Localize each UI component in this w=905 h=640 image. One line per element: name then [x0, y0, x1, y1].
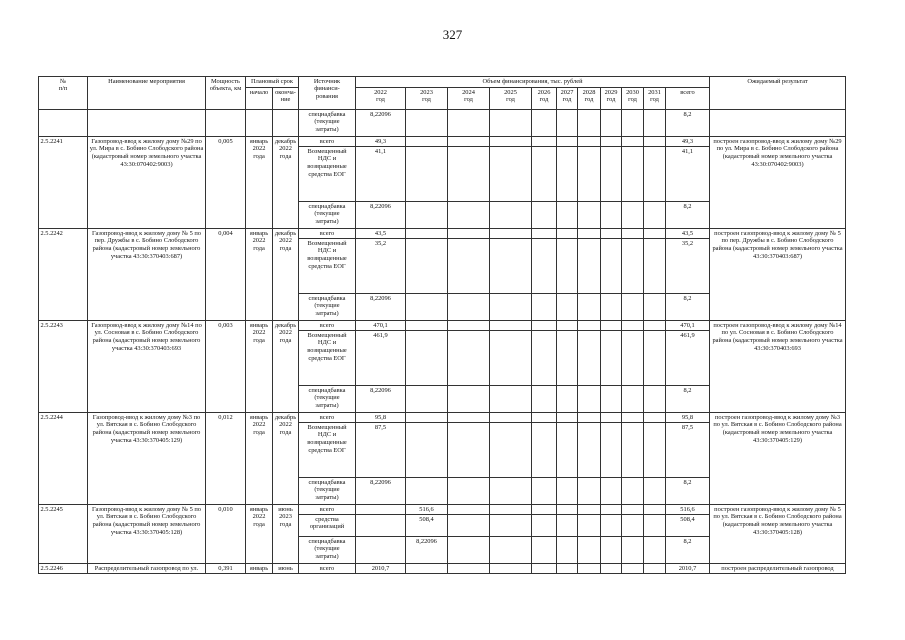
value-cell — [406, 564, 448, 574]
cell — [273, 110, 299, 137]
total-cell: 41,1 — [666, 147, 710, 202]
value-cell — [601, 478, 622, 505]
value-cell — [490, 423, 532, 478]
source-cell: всего — [299, 321, 356, 331]
value-cell — [448, 294, 490, 321]
value-cell — [578, 147, 601, 202]
total-cell: 516,6 — [666, 505, 710, 515]
total-cell: 8,2 — [666, 478, 710, 505]
value-cell — [557, 564, 578, 574]
value-cell — [622, 515, 644, 537]
value-cell — [601, 331, 622, 386]
value-cell — [622, 478, 644, 505]
table-row — [39, 505, 846, 515]
value-cell — [532, 515, 557, 537]
value-cell — [601, 137, 622, 147]
item-end: декабрь 2022 года — [273, 229, 299, 321]
value-cell — [644, 137, 666, 147]
item-name: Газопровод-ввод к жилому дому № 5 по ул. Вятская в с. Бобино Слободского района (кадастровый номер земельного участка 43:30:370405:128) — [88, 505, 206, 564]
value-cell — [601, 515, 622, 537]
source-cell: спецнадбавка (текущие затраты) — [299, 294, 356, 321]
value-cell — [490, 505, 532, 515]
source-cell: спецнадбавка (текущие затраты) — [299, 202, 356, 229]
value-cell — [406, 321, 448, 331]
value-cell — [490, 413, 532, 423]
item-result: построен газопровод-ввод к жилому дому №29 по ул. Мира в с. Бобино Слободского района (кадастровый номер земельного участка 43:30:070402:9003) — [710, 137, 846, 229]
header-year: 2029 год — [601, 88, 622, 110]
header-year: 2026 год — [532, 88, 557, 110]
value-cell: 8,22096 — [406, 537, 448, 564]
value-cell — [490, 515, 532, 537]
value-cell — [644, 537, 666, 564]
value-cell — [557, 331, 578, 386]
value-cell — [448, 110, 490, 137]
value-cell — [356, 515, 406, 537]
value-cell — [578, 229, 601, 239]
value-cell — [622, 110, 644, 137]
value-cell — [448, 515, 490, 537]
value-cell — [448, 478, 490, 505]
value-cell — [578, 202, 601, 229]
item-capacity: 0,391 — [206, 564, 246, 574]
source-cell: Возмещенный НДС и возвращенные средства ЕОГ — [299, 423, 356, 478]
table-row — [39, 229, 846, 239]
value-cell — [490, 331, 532, 386]
cell — [246, 110, 273, 137]
value-cell — [578, 110, 601, 137]
value-cell — [578, 386, 601, 413]
header-year: 2027 год — [557, 88, 578, 110]
value-cell — [601, 294, 622, 321]
value-cell — [557, 413, 578, 423]
value-cell — [490, 564, 532, 574]
value-cell — [644, 505, 666, 515]
value-cell — [557, 110, 578, 137]
total-cell: 8,2 — [666, 294, 710, 321]
total-cell: 95,8 — [666, 413, 710, 423]
value-cell — [490, 321, 532, 331]
item-result: построен газопровод-ввод к жилому дому №14 по ул. Сосновая в с. Бобино Слободского района (кадастровый номер земельного участка 43:30:370403:693 — [710, 321, 846, 413]
value-cell — [578, 137, 601, 147]
header-year: 2023 год — [406, 88, 448, 110]
value-cell — [557, 229, 578, 239]
item-name: Газопровод-ввод к жилому дому № 5 по пер. Дружбы в с. Бобино Слободского района (кадастровый номер земельного участка 43:30:370403:687) — [88, 229, 206, 321]
table-row — [39, 413, 846, 423]
value-cell — [532, 137, 557, 147]
header-year: 2028 год — [578, 88, 601, 110]
value-cell: 8,22096 — [356, 294, 406, 321]
item-number: 2.5.2241 — [39, 137, 88, 229]
value-cell — [532, 147, 557, 202]
value-cell — [578, 564, 601, 574]
total-cell: 43,5 — [666, 229, 710, 239]
item-capacity: 0,005 — [206, 137, 246, 229]
value-cell — [622, 413, 644, 423]
value-cell — [622, 386, 644, 413]
cell — [206, 110, 246, 137]
value-cell: 508,4 — [406, 515, 448, 537]
item-capacity: 0,004 — [206, 229, 246, 321]
header-capacity: Мощность объекта, км — [206, 77, 246, 110]
value-cell: 516,6 — [406, 505, 448, 515]
value-cell — [578, 413, 601, 423]
item-end: декабрь 2022 года — [273, 321, 299, 413]
header-num: № п/п — [39, 77, 88, 110]
value-cell — [644, 147, 666, 202]
value-cell — [490, 147, 532, 202]
value-cell — [532, 478, 557, 505]
cell — [710, 110, 846, 137]
value-cell — [644, 478, 666, 505]
value-cell — [406, 386, 448, 413]
item-number: 2.5.2242 — [39, 229, 88, 321]
source-cell: Возмещенный НДС и возвращенные средства ЕОГ — [299, 331, 356, 386]
value-cell — [448, 147, 490, 202]
value-cell — [601, 147, 622, 202]
value-cell — [578, 239, 601, 294]
value-cell — [532, 413, 557, 423]
value-cell — [448, 505, 490, 515]
value-cell — [601, 239, 622, 294]
value-cell — [644, 423, 666, 478]
value-cell — [532, 229, 557, 239]
value-cell — [490, 239, 532, 294]
value-cell: 8,22096 — [356, 386, 406, 413]
source-cell: спецнадбавка (текущие затраты) — [299, 537, 356, 564]
source-cell: всего — [299, 229, 356, 239]
value-cell — [406, 294, 448, 321]
value-cell — [532, 294, 557, 321]
value-cell — [578, 321, 601, 331]
value-cell — [557, 202, 578, 229]
value-cell — [644, 386, 666, 413]
value-cell — [644, 294, 666, 321]
value-cell: 43,5 — [356, 229, 406, 239]
value-cell — [448, 537, 490, 564]
header-year: 2025 год — [490, 88, 532, 110]
value-cell — [532, 505, 557, 515]
item-start: январь 2022 года — [246, 413, 273, 505]
item-name: Распределительный газопровод по ул. — [88, 564, 206, 574]
value-cell — [490, 478, 532, 505]
item-number: 2.5.2244 — [39, 413, 88, 505]
value-cell — [644, 202, 666, 229]
item-end: декабрь 2022 года — [273, 413, 299, 505]
value-cell — [406, 202, 448, 229]
item-name: Газопровод-ввод к жилому дому №29 по ул. Мира в с. Бобино Слободского района (кадастровый номер земельного участка 43:30:070402:9003) — [88, 137, 206, 229]
value-cell — [601, 110, 622, 137]
value-cell: 2010,7 — [356, 564, 406, 574]
value-cell — [644, 413, 666, 423]
source-cell: Возмещенный НДС и возвращенные средства ЕОГ — [299, 147, 356, 202]
value-cell — [622, 331, 644, 386]
total-cell: 49,3 — [666, 137, 710, 147]
value-cell — [532, 386, 557, 413]
value-cell — [356, 537, 406, 564]
item-number: 2.5.2245 — [39, 505, 88, 564]
value-cell — [601, 413, 622, 423]
total-cell: 461,9 — [666, 331, 710, 386]
value-cell — [622, 147, 644, 202]
total-cell: 8,2 — [666, 386, 710, 413]
item-capacity: 0,003 — [206, 321, 246, 413]
value-cell: 35,2 — [356, 239, 406, 294]
value-cell — [557, 137, 578, 147]
source-cell: всего — [299, 505, 356, 515]
item-end: июнь — [273, 564, 299, 574]
value-cell — [601, 423, 622, 478]
value-cell — [448, 386, 490, 413]
header-source: Источник финанси- рования — [299, 77, 356, 110]
value-cell: 8,22096 — [356, 202, 406, 229]
value-cell — [490, 386, 532, 413]
value-cell — [490, 202, 532, 229]
value-cell — [406, 478, 448, 505]
item-name: Газопровод-ввод к жилому дому №3 по ул. Вятская в с. Бобино Слободского района (кадастровый номер земельного участка 43:30:370405:129) — [88, 413, 206, 505]
financing-table — [38, 76, 846, 574]
value-cell — [490, 229, 532, 239]
value-cell: 8,22096 — [356, 110, 406, 137]
item-result: построен распределительный газопровод — [710, 564, 846, 574]
value-cell — [448, 137, 490, 147]
value-cell — [557, 386, 578, 413]
value-cell — [601, 537, 622, 564]
table-row — [39, 321, 846, 331]
value-cell: 49,3 — [356, 137, 406, 147]
value-cell — [601, 229, 622, 239]
value-cell — [406, 147, 448, 202]
source-cell: Возмещенный НДС и возвращенные средства ЕОГ — [299, 239, 356, 294]
total-cell: 8,2 — [666, 110, 710, 137]
carry-row — [39, 110, 846, 137]
value-cell — [622, 294, 644, 321]
value-cell — [622, 423, 644, 478]
value-cell — [448, 239, 490, 294]
item-end: декабрь 2022 года — [273, 137, 299, 229]
value-cell — [601, 202, 622, 229]
total-cell: 2010,7 — [666, 564, 710, 574]
value-cell — [557, 147, 578, 202]
item-start: январь 2022 года — [246, 137, 273, 229]
value-cell: 95,8 — [356, 413, 406, 423]
value-cell — [532, 423, 557, 478]
cell — [88, 110, 206, 137]
header-period: Плановый срок — [246, 77, 299, 88]
header-year: 2024 год — [448, 88, 490, 110]
table-row — [39, 137, 846, 147]
value-cell — [578, 294, 601, 321]
item-name: Газопровод-ввод к жилому дому №14 по ул. Сосновая в с. Бобино Слободского района (кадастровый номер земельного участка 43:30:370403:693 — [88, 321, 206, 413]
value-cell — [644, 110, 666, 137]
value-cell — [578, 537, 601, 564]
value-cell — [448, 229, 490, 239]
total-cell: 35,2 — [666, 239, 710, 294]
value-cell — [532, 239, 557, 294]
value-cell: 461,9 — [356, 331, 406, 386]
value-cell — [622, 239, 644, 294]
value-cell — [532, 110, 557, 137]
value-cell — [622, 505, 644, 515]
value-cell — [601, 321, 622, 331]
value-cell — [490, 537, 532, 564]
value-cell — [601, 505, 622, 515]
source-cell: спецнадбавка (текущие затраты) — [299, 110, 356, 137]
item-number: 2.5.2243 — [39, 321, 88, 413]
total-cell: 8,2 — [666, 537, 710, 564]
value-cell — [448, 321, 490, 331]
header-row — [39, 77, 846, 88]
header-year: 2031 год — [644, 88, 666, 110]
value-cell — [448, 202, 490, 229]
value-cell — [578, 423, 601, 478]
source-cell: всего — [299, 413, 356, 423]
value-cell — [601, 386, 622, 413]
value-cell — [578, 515, 601, 537]
value-cell — [532, 321, 557, 331]
header-total: всего — [666, 88, 710, 110]
item-number: 2.5.2246 — [39, 564, 88, 574]
value-cell — [644, 321, 666, 331]
value-cell — [406, 137, 448, 147]
item-start: январь 2022 года — [246, 229, 273, 321]
source-cell: всего — [299, 137, 356, 147]
value-cell — [578, 505, 601, 515]
value-cell — [622, 321, 644, 331]
value-cell — [490, 294, 532, 321]
total-cell: 470,1 — [666, 321, 710, 331]
total-cell: 87,5 — [666, 423, 710, 478]
value-cell — [406, 229, 448, 239]
header-end: оконча- ние — [273, 88, 299, 110]
value-cell — [644, 564, 666, 574]
value-cell — [578, 331, 601, 386]
value-cell — [557, 321, 578, 331]
value-cell — [448, 564, 490, 574]
total-cell: 8,2 — [666, 202, 710, 229]
item-result: построен газопровод-ввод к жилому дому №3 по ул. Вятская в с. Бобино Слободского района (кадастровый номер земельного участка 43:30:370405:129) — [710, 413, 846, 505]
value-cell — [622, 229, 644, 239]
value-cell — [448, 413, 490, 423]
value-cell — [557, 294, 578, 321]
value-cell — [490, 110, 532, 137]
page-number: 327 — [442, 27, 463, 42]
header-result: Ожидаемый результат — [710, 77, 846, 110]
value-cell — [557, 537, 578, 564]
value-cell — [557, 515, 578, 537]
cell — [39, 110, 88, 137]
header-year: 2022 год — [356, 88, 406, 110]
value-cell — [532, 202, 557, 229]
value-cell — [557, 423, 578, 478]
item-start: январь 2022 года — [246, 505, 273, 564]
value-cell — [644, 239, 666, 294]
value-cell — [622, 537, 644, 564]
item-end: июнь 2023 года — [273, 505, 299, 564]
value-cell — [448, 331, 490, 386]
item-start: январь — [246, 564, 273, 574]
value-cell — [622, 564, 644, 574]
value-cell — [622, 137, 644, 147]
value-cell: 470,1 — [356, 321, 406, 331]
value-cell — [644, 331, 666, 386]
value-cell — [532, 564, 557, 574]
header-funding: Объем финансирования, тыс. рублей — [356, 77, 710, 88]
value-cell — [406, 239, 448, 294]
header-year: 2030 год — [622, 88, 644, 110]
value-cell — [644, 515, 666, 537]
value-cell — [622, 202, 644, 229]
value-cell — [406, 413, 448, 423]
source-cell: спецнадбавка (текущие затраты) — [299, 386, 356, 413]
source-cell: средства организаций — [299, 515, 356, 537]
item-capacity: 0,010 — [206, 505, 246, 564]
value-cell: 8,22096 — [356, 478, 406, 505]
value-cell — [557, 505, 578, 515]
value-cell — [532, 537, 557, 564]
value-cell — [406, 110, 448, 137]
value-cell — [532, 331, 557, 386]
value-cell — [356, 505, 406, 515]
item-start: январь 2022 года — [246, 321, 273, 413]
item-result: построен газопровод-ввод к жилому дому № 5 по ул. Вятская в с. Бобино Слободского района (кадастровый номер земельного участка 43:30:370405:128) — [710, 505, 846, 564]
total-cell: 508,4 — [666, 515, 710, 537]
table-row — [39, 564, 846, 574]
header-start: начало — [246, 88, 273, 110]
item-capacity: 0,012 — [206, 413, 246, 505]
value-cell — [578, 478, 601, 505]
value-cell — [601, 564, 622, 574]
value-cell — [406, 423, 448, 478]
source-cell: всего — [299, 564, 356, 574]
value-cell — [406, 331, 448, 386]
item-result: построен газопровод-ввод к жилому дому № 5 по пер. Дружбы в с. Бобино Слободского района (кадастровый номер земельного участка 43:30:370403:687) — [710, 229, 846, 321]
value-cell — [448, 423, 490, 478]
value-cell — [644, 229, 666, 239]
value-cell: 41,1 — [356, 147, 406, 202]
header-name: Наименование мероприятия — [88, 77, 206, 110]
value-cell: 87,5 — [356, 423, 406, 478]
source-cell: спецнадбавка (текущие затраты) — [299, 478, 356, 505]
value-cell — [557, 239, 578, 294]
value-cell — [557, 478, 578, 505]
value-cell — [490, 137, 532, 147]
